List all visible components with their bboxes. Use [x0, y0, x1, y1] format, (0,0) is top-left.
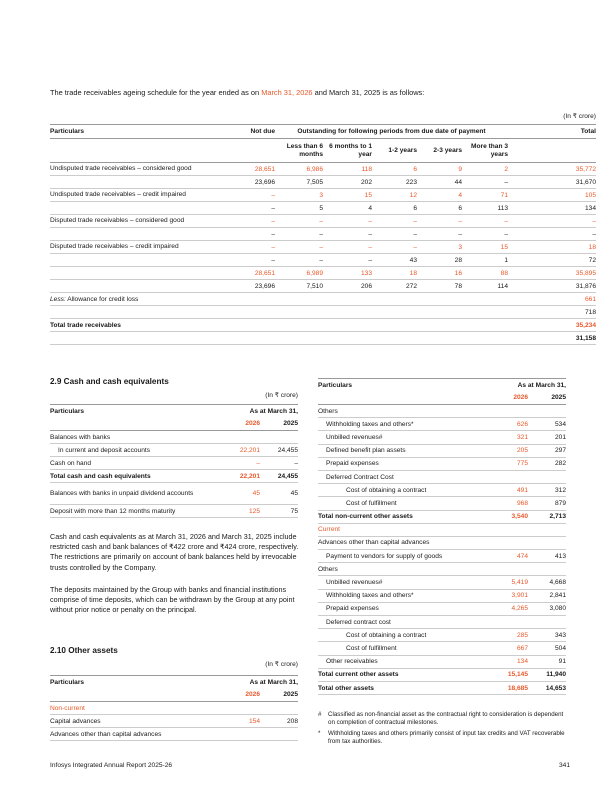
ageing-value-2026: – — [508, 215, 596, 228]
cash-value-2026: 22,201 — [215, 444, 260, 457]
unit-label: (In ₹ crore) — [563, 113, 596, 120]
value-2025: 413 — [528, 550, 566, 563]
value-2025: 282 — [528, 457, 566, 470]
ageing-value-2026: – — [235, 241, 275, 254]
intro-text — [50, 88, 424, 97]
value-2026: 3,540 — [483, 510, 528, 523]
total-row-label: Total non-current other assets — [318, 510, 483, 523]
ageing-row-label: Undisputed trade receivables – credit impaired — [50, 189, 235, 202]
total-trade-receivables-2026: 35,234 — [508, 319, 596, 332]
ageing-value-2025: – — [462, 176, 508, 189]
ageing-value-2026: – — [235, 215, 275, 228]
row-label: Defined benefit plan assets — [318, 444, 483, 457]
cash-value-2025: 45 — [260, 483, 298, 505]
ageing-subtotal-2026: 133 — [323, 267, 372, 280]
cash-row-label: Balances with banks — [50, 431, 215, 444]
cash-row-label: Deposit with more than 12 months maturity — [50, 505, 215, 518]
row-label: Withholding taxes and others* — [318, 589, 483, 602]
value-2026: 968 — [483, 497, 528, 510]
ageing-subtotal-2026: 88 — [462, 267, 508, 280]
intro-post: and March 31, 2025 is as follows: — [312, 88, 425, 97]
other-row-label: Capital advances — [50, 715, 215, 728]
value-2026: 15,145 — [483, 668, 528, 681]
ageing-value-2026: 3 — [275, 189, 323, 202]
ageing-value-2025: 4 — [323, 202, 372, 215]
value-2025: 14,653 — [528, 681, 566, 694]
col-not-due: Not due — [250, 128, 275, 135]
right-year-2025: 2025 — [551, 394, 566, 402]
footnote-1 — [318, 711, 570, 727]
value-2025: 879 — [528, 497, 566, 510]
cash-value-2025: 24,455 — [260, 444, 298, 457]
ageing-subtotal-2025: 23,696 — [235, 280, 275, 293]
ageing-subtotal-2025: 114 — [462, 280, 508, 293]
other-unit: (In ₹ crore) — [265, 661, 298, 668]
ageing-value-2026: 9 — [417, 163, 462, 176]
total-row-label: Total current other assets — [318, 668, 483, 681]
ageing-value-2025: 28 — [417, 254, 462, 267]
intro-highlight: March 31, 2026 — [261, 88, 313, 97]
ageing-value-2025: 44 — [417, 176, 462, 189]
ageing-value-2026: 35,772 — [508, 163, 596, 176]
other-col-particulars: Particulars — [50, 678, 85, 686]
cash-year-2026: 2026 — [245, 420, 260, 428]
other-col-asat: As at March 31, — [249, 678, 298, 686]
cash-paragraph-1: Cash and cash equivalents as at March 31, 2026 and March 31, 2025 include restricted cash and bank balances of ₹422 crore and ₹424 crore, respectively. The restrictions are primarily on account of bank balances held by irrevocable trusts controlled by the Company. — [50, 532, 299, 572]
cash-row-label: Cash on hand — [50, 457, 215, 470]
ageing-row-label: Disputed trade receivables – credit impaired — [50, 241, 235, 254]
ageing-value-2026: 71 — [462, 189, 508, 202]
ageing-row-label: Disputed trade receivables – considered good — [50, 215, 235, 228]
ageing-value-2026: 2 — [462, 163, 508, 176]
ageing-value-2026: 6 — [372, 163, 417, 176]
other-year-2025: 2025 — [283, 691, 298, 699]
cash-col-particulars: Particulars — [50, 407, 85, 415]
ageing-value-2025: – — [462, 228, 508, 241]
ageing-value-2026: 6,986 — [275, 163, 323, 176]
ageing-value-2026: – — [235, 189, 275, 202]
ageing-value-2026: – — [462, 215, 508, 228]
ageing-value-2025: – — [235, 228, 275, 241]
other-value-2025: 208 — [260, 715, 298, 728]
ageing-value-2026: 118 — [323, 163, 372, 176]
cash-total-2026: 22,201 — [215, 470, 260, 483]
value-2026: 3,901 — [483, 589, 528, 602]
value-2026: 321 — [483, 431, 528, 444]
footer-report-title: Infosys Integrated Annual Report 2025-26 — [50, 762, 173, 769]
ageing-subtotal-2026: 18 — [372, 267, 417, 280]
footnote-text: Classified as non-financial asset as the contractual right to consideration is dependent on completion of contractual milestones. — [328, 711, 564, 726]
cash-unit: (In ₹ crore) — [265, 392, 298, 399]
ageing-subtotal-2026: 28,651 — [235, 267, 275, 280]
ageing-value-2026: 15 — [323, 189, 372, 202]
ageing-subtotal-2025: 206 — [323, 280, 372, 293]
value-2025: 11,940 — [528, 668, 566, 681]
ageing-value-2025: 113 — [462, 202, 508, 215]
cash-row-label: Balances with banks in unpaid dividend accounts — [50, 483, 215, 505]
total-trade-receivables-2025: 31,158 — [508, 332, 596, 345]
ageing-value-2025: – — [372, 228, 417, 241]
col-lt6m: Less than 6 months — [286, 142, 323, 158]
value-2026: 626 — [483, 418, 528, 431]
ageing-value-2026: – — [417, 215, 462, 228]
ageing-table — [50, 124, 596, 345]
value-2025: 4,668 — [528, 576, 566, 589]
cash-paragraph-2: The deposits maintained by the Group with banks and financial institutions comprise of time deposits, which can be withdrawn by the Group at any point without prior notice or penalty on the principal. — [50, 585, 295, 615]
value-2025: 297 — [528, 444, 566, 457]
row-label: Current — [318, 523, 483, 536]
less-prefix: Less: — [50, 295, 66, 303]
other-title: 2.10 Other assets — [50, 646, 118, 655]
footnote-text: Withholding taxes and others primarily consist of input tax credits and VAT recoverable from tax authorities. — [328, 730, 565, 745]
right-col-particulars: Particulars — [318, 381, 353, 389]
cash-total-label: Total cash and cash equivalents — [50, 470, 215, 483]
ageing-value-2025: – — [235, 202, 275, 215]
ageing-value-2025: 31,670 — [508, 176, 596, 189]
ageing-value-2026: 105 — [508, 189, 596, 202]
ageing-value-2025: 23,696 — [235, 176, 275, 189]
value-2026: 134 — [483, 655, 528, 668]
col-2-3y: 2-3 years — [433, 147, 462, 154]
ageing-value-2026: – — [323, 241, 372, 254]
ageing-value-2026: – — [372, 241, 417, 254]
ageing-subtotal-2026: 16 — [417, 267, 462, 280]
row-label: Others — [318, 405, 483, 418]
col-total: Total — [580, 128, 596, 135]
value-2025: 3,080 — [528, 602, 566, 615]
cash-title: 2.9 Cash and cash equivalents — [50, 377, 169, 386]
row-label: Cost of obtaining a contract — [318, 629, 483, 642]
ageing-value-2025: – — [275, 254, 323, 267]
col-1-2y: 1-2 years — [388, 147, 417, 154]
ageing-value-2026: 18 — [508, 241, 596, 254]
ageing-value-2025: 202 — [323, 176, 372, 189]
row-label: Deferred Contract Cost — [318, 470, 483, 483]
value-2026: 5,419 — [483, 576, 528, 589]
footnote-mark: # — [318, 711, 322, 718]
row-label: Cost of obtaining a contract — [318, 484, 483, 497]
cash-value-2025: – — [260, 457, 298, 470]
col-group-outstanding: Outstanding for following periods from due date of payment — [297, 128, 486, 135]
ageing-value-2026: 12 — [372, 189, 417, 202]
row-label: Others — [318, 563, 483, 576]
ageing-value-2026: 15 — [462, 241, 508, 254]
ageing-value-2025: 43 — [372, 254, 417, 267]
value-2025: 534 — [528, 418, 566, 431]
ageing-subtotal-2025: 272 — [372, 280, 417, 293]
ageing-row-label: Undisputed trade receivables – considered good — [50, 163, 235, 176]
col-gt3y: More than 3 years — [470, 142, 508, 158]
other-value-2026: 154 — [215, 715, 260, 728]
value-2026: 491 — [483, 484, 528, 497]
other-assets-table-continued — [318, 378, 566, 695]
cash-col-asat: As at March 31, — [249, 407, 298, 415]
ageing-value-2026: – — [275, 215, 323, 228]
intro-pre: The trade receivables ageing schedule for the year ended as on — [50, 88, 262, 97]
page-number: 341 — [558, 762, 570, 769]
value-2025: 2,713 — [528, 510, 566, 523]
value-2026: 205 — [483, 444, 528, 457]
row-label: Withholding taxes and others* — [318, 418, 483, 431]
ageing-value-2025: – — [417, 228, 462, 241]
row-label: Cost of fulfillment — [318, 497, 483, 510]
row-label: Advances other than capital advances — [318, 536, 483, 549]
ageing-value-2025: – — [235, 254, 275, 267]
row-label: Other receivables — [318, 655, 483, 668]
ageing-value-2025: 6 — [372, 202, 417, 215]
row-label: Unbilled revenues# — [318, 431, 483, 444]
ageing-value-2026: 28,651 — [235, 163, 275, 176]
allowance-2026: 661 — [508, 293, 596, 306]
other-table — [50, 675, 298, 741]
value-2026: 285 — [483, 629, 528, 642]
ageing-subtotal-2025: 78 — [417, 280, 462, 293]
value-2026: 4,265 — [483, 602, 528, 615]
ageing-value-2025: – — [275, 228, 323, 241]
other-year-2026: 2026 — [245, 691, 260, 699]
row-label: Payment to vendors for supply of goods — [318, 550, 483, 563]
row-label: Unbilled revenues# — [318, 576, 483, 589]
allowance-label — [50, 293, 508, 306]
col-6m1y: 6 months to 1 year — [329, 142, 372, 158]
ageing-value-2025: 1 — [462, 254, 508, 267]
value-2026: 474 — [483, 550, 528, 563]
footnote-2 — [318, 730, 570, 746]
ageing-subtotal-2026: 35,895 — [508, 267, 596, 280]
ageing-value-2026: – — [323, 215, 372, 228]
ageing-value-2026: 3 — [417, 241, 462, 254]
cash-value-2026: – — [215, 457, 260, 470]
ageing-value-2026: – — [372, 215, 417, 228]
row-label: Deferred contract cost — [318, 616, 483, 629]
cash-value-2025: 75 — [260, 505, 298, 518]
value-2026: 18,685 — [483, 681, 528, 694]
row-label: Cost of fulfillment — [318, 642, 483, 655]
value-2025: 2,841 — [528, 589, 566, 602]
value-2025: 201 — [528, 431, 566, 444]
ageing-value-2026: 4 — [417, 189, 462, 202]
cash-table — [50, 404, 298, 518]
cash-total-2025: 24,455 — [260, 470, 298, 483]
value-2025: 91 — [528, 655, 566, 668]
value-2025: 312 — [528, 484, 566, 497]
cash-year-2025: 2025 — [283, 420, 298, 428]
footnote-mark: * — [318, 730, 321, 737]
value-2026: 667 — [483, 642, 528, 655]
ageing-value-2026: – — [275, 241, 323, 254]
ageing-value-2025: – — [323, 254, 372, 267]
total-row-label: Total other assets — [318, 681, 483, 694]
value-2025: 343 — [528, 629, 566, 642]
ageing-subtotal-2026: 6,989 — [275, 267, 323, 280]
value-2026: 775 — [483, 457, 528, 470]
ageing-value-2025: 6 — [417, 202, 462, 215]
row-label: Prepaid expenses — [318, 457, 483, 470]
ageing-value-2025: – — [323, 228, 372, 241]
ageing-value-2025: 72 — [508, 254, 596, 267]
ageing-value-2025: 7,505 — [275, 176, 323, 189]
allowance-2025: 718 — [508, 306, 596, 319]
cash-value-2026: 125 — [215, 505, 260, 518]
ageing-value-2025: 223 — [372, 176, 417, 189]
ageing-value-2025: 134 — [508, 202, 596, 215]
right-year-2026: 2026 — [513, 394, 528, 402]
right-col-asat: As at March 31, — [517, 381, 566, 389]
col-particulars: Particulars — [50, 128, 85, 135]
row-label: Prepaid expenses — [318, 602, 483, 615]
other-noncurrent-label: Non-current — [50, 702, 215, 715]
total-trade-receivables-label: Total trade receivables — [50, 319, 508, 332]
value-2025: 504 — [528, 642, 566, 655]
ageing-subtotal-2025: 31,876 — [508, 280, 596, 293]
other-row-label: Advances other than capital advances — [50, 728, 215, 741]
cash-row-label: In current and deposit accounts — [50, 444, 215, 457]
ageing-value-2025: 5 — [275, 202, 323, 215]
cash-value-2026: 45 — [215, 483, 260, 505]
allowance-text: Allowance for credit loss — [65, 295, 139, 303]
ageing-value-2025: – — [508, 228, 596, 241]
ageing-subtotal-2025: 7,510 — [275, 280, 323, 293]
